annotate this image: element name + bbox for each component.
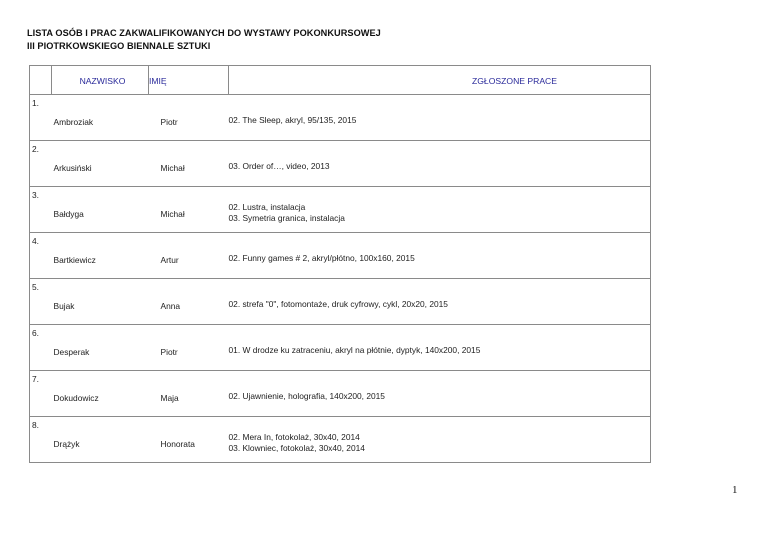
table-header-row: [30, 66, 651, 95]
work-entry: 02. The Sleep, akryl, 95/135, 2015: [228, 115, 357, 125]
row-number: 6.: [30, 325, 52, 371]
works-cell: [229, 371, 651, 417]
work-entry: 01. W drodze ku zatraceniu, akryl na płótnie, dyptyk, 140x200, 2015: [228, 345, 481, 355]
work-entry: 03. Order of…, video, 2013: [228, 161, 330, 171]
row-number: 7.: [30, 371, 52, 417]
first-name-cell: Michał: [149, 187, 229, 233]
surname-cell: Ambroziak: [52, 95, 149, 141]
works-cell: [229, 417, 651, 463]
row-number: 2.: [30, 141, 52, 187]
row-number: 4.: [30, 233, 52, 279]
surname-cell: Drążyk: [52, 417, 149, 463]
table-row: [30, 187, 651, 233]
surname-cell: Bałdyga: [52, 187, 149, 233]
surname-cell: Bartkiewicz: [52, 233, 149, 279]
work-entry: 02. Funny games # 2, akryl/płótno, 100x160, 2015: [228, 253, 415, 263]
document-title: [27, 27, 381, 53]
surname-cell: Dokudowicz: [52, 371, 149, 417]
table-row: [30, 417, 651, 463]
first-name-cell: Artur: [149, 233, 229, 279]
participants-table: [29, 65, 651, 463]
surname-cell: Bujak: [52, 279, 149, 325]
row-number: 3.: [30, 187, 52, 233]
table-row: [30, 95, 651, 141]
row-number: 5.: [30, 279, 52, 325]
row-number: 1.: [30, 95, 52, 141]
works-cell: [229, 233, 651, 279]
title-line-2: III PIOTRKOWSKIEGO BIENNALE SZTUKI: [27, 41, 211, 51]
works-cell: [229, 325, 651, 371]
work-entry: 02. strefa "0", fotomontaże, druk cyfrowy, cykl, 20x20, 2015: [228, 299, 448, 309]
work-entry: 02. Mera In, fotokolaż, 30x40, 2014: [228, 431, 360, 442]
works-cell: [229, 279, 651, 325]
table-row: [30, 371, 651, 417]
title-line-1: LISTA OSÓB I PRAC ZAKWALIFIKOWANYCH DO WYSTAWY POKONKURSOWEJ: [27, 28, 381, 38]
first-name-cell: Piotr: [149, 95, 229, 141]
work-entry: 03. Symetria granica, instalacja: [228, 212, 345, 223]
header-surname: NAZWISKO: [52, 66, 149, 95]
first-name-cell: Piotr: [149, 325, 229, 371]
first-name-cell: Honorata: [149, 417, 229, 463]
first-name-cell: Anna: [149, 279, 229, 325]
first-name-cell: Michał: [149, 141, 229, 187]
header-num: [30, 66, 52, 95]
table-row: [30, 279, 651, 325]
works-cell: [229, 187, 651, 233]
page-number: 1: [732, 484, 738, 496]
surname-cell: Arkusiński: [52, 141, 149, 187]
table-row: [30, 325, 651, 371]
work-entry: 02. Ujawnienie, holografia, 140x200, 2015: [228, 391, 385, 401]
first-name-cell: Maja: [149, 371, 229, 417]
works-cell: [229, 141, 651, 187]
table-row: [30, 233, 651, 279]
work-entry: 02. Lustra, instalacja: [228, 201, 306, 212]
works-cell: [229, 95, 651, 141]
header-works: ZGŁOSZONE PRACE: [229, 66, 651, 95]
surname-cell: Desperak: [52, 325, 149, 371]
row-number: 8.: [30, 417, 52, 463]
header-first-name: IMIĘ: [149, 66, 229, 95]
table-row: [30, 141, 651, 187]
work-entry: 03. Klowniec, fotokolaż, 30x40, 2014: [228, 442, 365, 453]
